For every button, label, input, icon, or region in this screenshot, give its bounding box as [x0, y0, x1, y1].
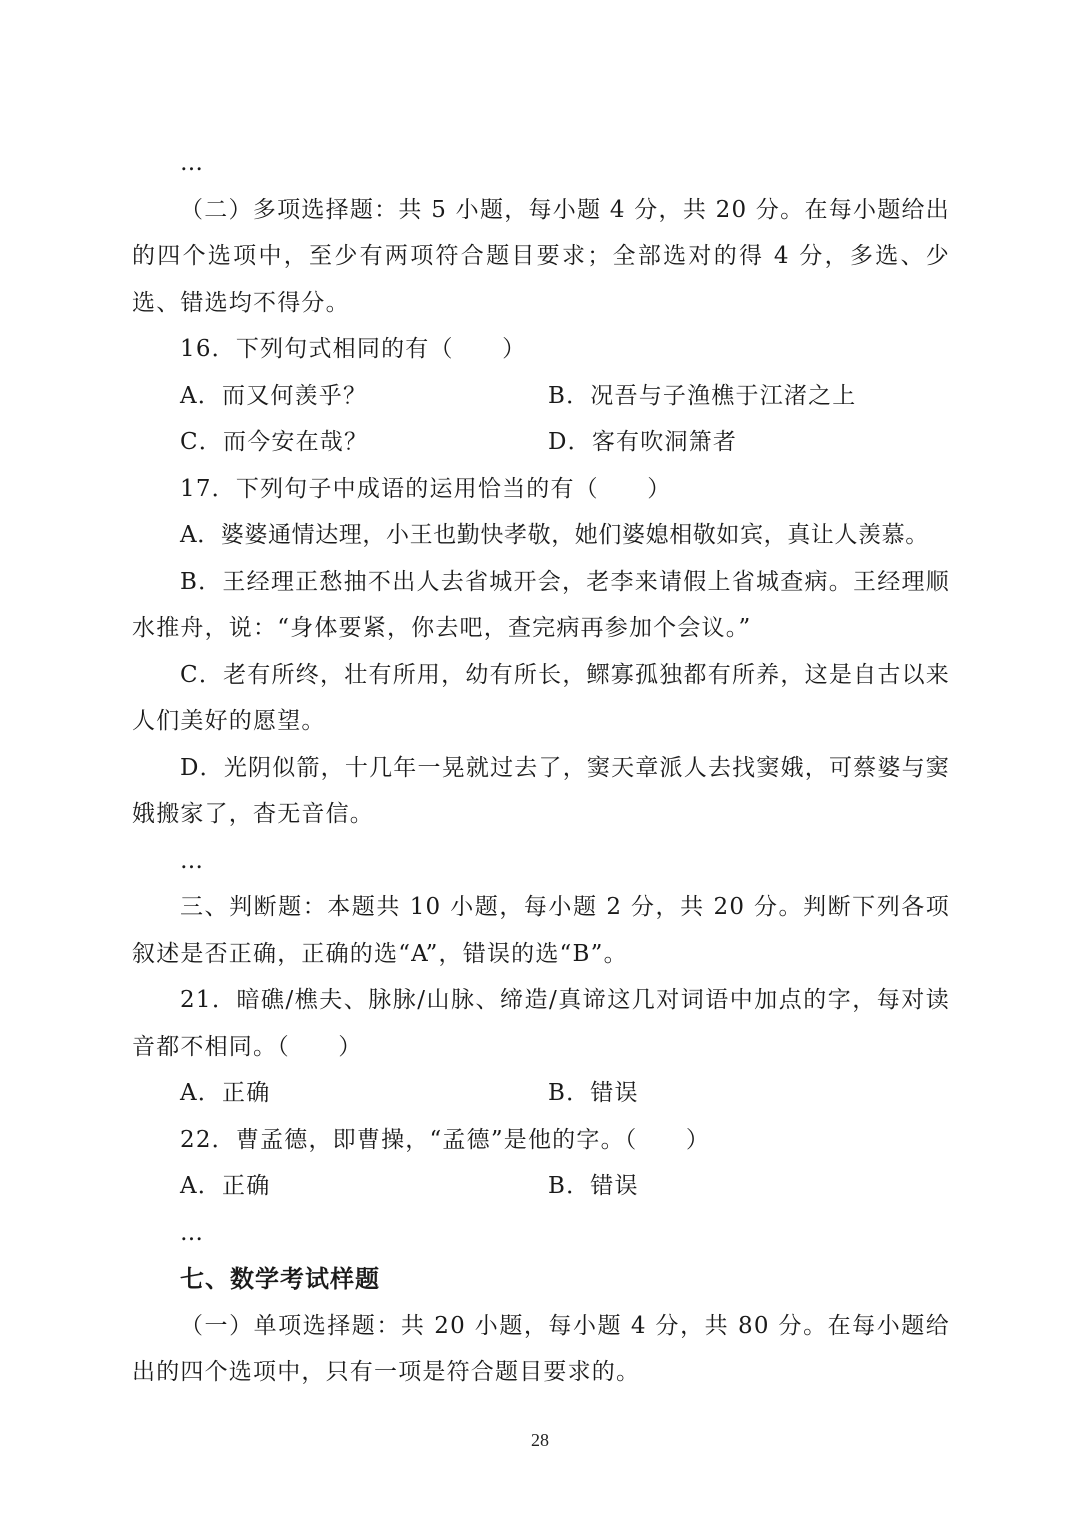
- document-page: [132, 140, 950, 1396]
- question-16-options-row-1: [132, 373, 950, 420]
- option-d: D．客有吹洞箫者: [548, 429, 738, 455]
- question-21-options: [132, 1070, 950, 1117]
- ellipsis: …: [180, 1219, 203, 1246]
- ellipsis: …: [180, 847, 203, 874]
- option-a: A．正确: [180, 1173, 271, 1199]
- true-false-instructions: 三、判断题：本题共 10 小题，每小题 2 分，共 20 分。判断下列各项叙述是否正确，正确的选“A”，错误的选“B”。: [132, 894, 950, 967]
- option-a: A．而又何羡乎？: [180, 382, 368, 409]
- question-17-option-a: A．婆婆通情达理，小王也勤快孝敬，她们婆媳相敬如宾，真让人羡慕。: [180, 522, 929, 548]
- question-17-option-c: C．老有所终，壮有所用，幼有所长，鳏寡孤独都有所养，这是自古以来人们美好的愿望。: [132, 661, 950, 734]
- question-22-options: [132, 1163, 950, 1210]
- question-22: 22．曹孟德，即曹操，“孟德”是他的字。（ ）: [180, 1126, 711, 1153]
- section-heading: 七、数学考试样题: [180, 1265, 380, 1293]
- question-17: 17．下列句子中成语的运用恰当的有（ ）: [180, 475, 672, 502]
- question-17-option-b: B．王经理正愁抽不出人去省城开会，老李来请假上省城查病。王经理顺水推舟，说：“身体要紧，你去吧，查完病再参加个会议。”: [132, 568, 950, 641]
- question-21: 21．暗礁/樵夫、脉脉/山脉、缔造/真谛这几对词语中加点的字，每对读音都不相同。（ ）: [132, 987, 950, 1060]
- option-c: C．而今安在哉？: [180, 429, 369, 455]
- option-a: A．正确: [180, 1080, 271, 1106]
- question-17-option-d: D．光阴似箭，十几年一晃就过去了，窦天章派人去找窦娥，可蔡婆与窦娥搬家了，杳无音信。: [132, 754, 950, 827]
- single-choice-instructions: （一）单项选择题：共 20 小题，每小题 4 分，共 80 分。在每小题给出的四个选项中，只有一项是符合题目要求的。: [132, 1312, 950, 1385]
- option-b: B．错误: [548, 1080, 639, 1106]
- question-16-options-row-2: [132, 419, 950, 466]
- multiple-choice-instructions: （二）多项选择题：共 5 小题，每小题 4 分，共 20 分。在每小题给出的四个选项中，至少有两项符合题目要求；全部选对的得 4 分，多选、少选、错选均不得分。: [132, 196, 950, 316]
- question-16: 16．下列句式相同的有（ ）: [180, 336, 527, 362]
- option-b: B．况吾与子渔樵于江渚之上: [548, 382, 857, 409]
- page-number: 28: [531, 1430, 549, 1450]
- option-b: B．错误: [548, 1173, 639, 1199]
- ellipsis: …: [180, 150, 203, 176]
